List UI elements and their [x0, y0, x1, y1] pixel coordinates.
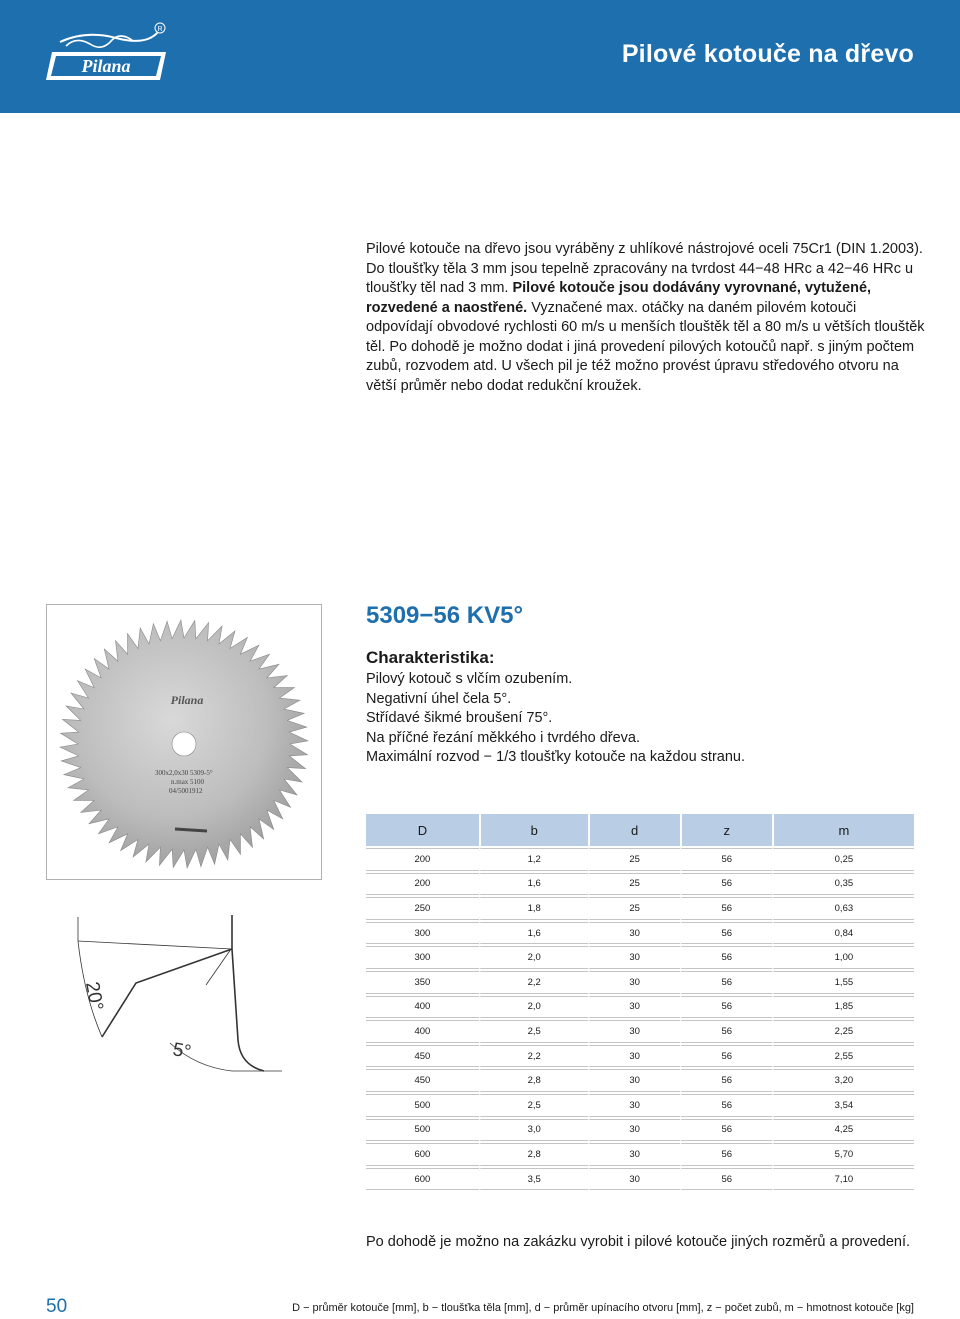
table-cell: 30 [588, 1168, 680, 1191]
table-cell: 30 [588, 1094, 680, 1117]
table-cell: 7,10 [772, 1168, 914, 1191]
table-cell: 56 [680, 1143, 772, 1166]
page-title: Pilové kotouče na dřevo [621, 40, 914, 68]
table-cell: 2,25 [772, 1020, 914, 1043]
characteristic-item: Střídavé šikmé broušení 75°. [366, 710, 553, 726]
saw-blade-photo [46, 604, 322, 880]
table-cell: 25 [588, 873, 680, 896]
page-number: 50 [46, 1296, 68, 1317]
table-cell: 2,5 [479, 1020, 588, 1043]
table-cell: 300 [366, 946, 479, 969]
table-row [366, 946, 914, 969]
table-cell: 200 [366, 848, 479, 871]
table-cell: 56 [680, 946, 772, 969]
table-cell: 1,85 [772, 996, 914, 1019]
table-cell: 56 [680, 1069, 772, 1092]
table-cell: 2,0 [479, 946, 588, 969]
table-row [366, 922, 914, 945]
blade-logo: Pilana [170, 693, 204, 707]
table-cell: 30 [588, 1069, 680, 1092]
table-cell: 3,5 [479, 1168, 588, 1191]
table-row [366, 1119, 914, 1142]
angle-20-label: 20° [81, 980, 107, 1013]
blade-etch-1: 300x2,0x30 5309-5° [155, 769, 213, 777]
table-cell: 1,00 [772, 946, 914, 969]
table-cell: 30 [588, 922, 680, 945]
table-cell: 1,6 [479, 922, 588, 945]
table-cell: 30 [588, 1045, 680, 1068]
table-cell: 56 [680, 1168, 772, 1191]
table-cell: 1,6 [479, 873, 588, 896]
table-cell: 56 [680, 848, 772, 871]
table-cell: 56 [680, 897, 772, 920]
table-cell: 2,8 [479, 1069, 588, 1092]
table-cell: 1,55 [772, 971, 914, 994]
tooth-geometry-diagram [46, 905, 306, 1085]
table-cell: 250 [366, 897, 479, 920]
column-header-D: D [366, 814, 479, 846]
table-cell: 56 [680, 873, 772, 896]
table-row [366, 996, 914, 1019]
table-row [366, 1168, 914, 1191]
table-cell: 30 [588, 1119, 680, 1142]
pilana-logo [46, 22, 176, 84]
table-cell: 4,25 [772, 1119, 914, 1142]
table-cell: 2,8 [479, 1143, 588, 1166]
intro-text-bold: Pilové kotouče jsou dodávány vyrovnané, vytužené, rozvedené a naostřené. [366, 280, 872, 316]
table-cell: 1,8 [479, 897, 588, 920]
table-cell: 450 [366, 1045, 479, 1068]
table-cell: 56 [680, 996, 772, 1019]
characteristic-item: Negativní úhel čela 5°. [366, 690, 512, 707]
dimensions-table [366, 812, 914, 1192]
table-cell: 56 [680, 1020, 772, 1043]
table-row [366, 1020, 914, 1043]
characteristic-item: Maximální rozvod − 1/3 tloušťky kotouče na každou stranu. [366, 749, 746, 765]
table-cell: 30 [588, 971, 680, 994]
characteristics-heading: Charakteristika: [366, 648, 495, 667]
table-cell: 500 [366, 1094, 479, 1117]
table-row [366, 1143, 914, 1166]
intro-text-2: Vyznačené max. otáčky na daném pilovém kotouči odpovídají obvodové rychlosti 60 m/s u menších tlouštěk těl a 80 m/s u větších tlouštěk těl. Po dohodě je možno dodat i jiná provedení pilových kotoučů např. s jiným počtem zubů, rozvodem atd. U všech pil je též možno provést úpravu středového otvoru na větší průměr nebo dodat redukční kroužek. [366, 299, 925, 394]
table-cell: 200 [366, 873, 479, 896]
table-cell: 600 [366, 1143, 479, 1166]
table-legend: D − průměr kotouče [mm], b − tloušťka těla [mm], d − průměr upínacího otvoru [mm], z − počet zubů, m − hmotnost kotouče [kg] [292, 1302, 914, 1314]
table-cell: 400 [366, 1020, 479, 1043]
table-row [366, 1045, 914, 1068]
characteristics-list [366, 670, 745, 768]
table-cell: 0,35 [772, 873, 914, 896]
table-cell: 0,25 [772, 848, 914, 871]
table-cell: 2,2 [479, 971, 588, 994]
blade-etch-3: 04/5001912 [169, 787, 203, 795]
column-header-b: b [479, 814, 588, 846]
table-cell: 3,0 [479, 1119, 588, 1142]
table-cell: 400 [366, 996, 479, 1019]
table-cell: 56 [680, 1119, 772, 1142]
table-cell: 450 [366, 1069, 479, 1092]
column-header-z: z [680, 814, 772, 846]
table-row [366, 897, 914, 920]
characteristic-item: Pilový kotouč s vlčím ozubením. [366, 671, 573, 687]
registered-mark: R [157, 26, 163, 33]
table-row [366, 873, 914, 896]
page-header [0, 0, 960, 113]
table-cell: 30 [588, 996, 680, 1019]
table-header-row [366, 814, 914, 846]
blade-arrow-mark [175, 829, 207, 831]
table-cell: 25 [588, 848, 680, 871]
table-cell: 1,2 [479, 848, 588, 871]
table-cell: 3,20 [772, 1069, 914, 1092]
custom-order-note: Po dohodě je možno na zakázku vyrobit i pilové kotouče jiných rozměrů a provedení. [366, 1234, 911, 1250]
table-cell: 350 [366, 971, 479, 994]
table-cell: 5,70 [772, 1143, 914, 1166]
table-cell: 56 [680, 1094, 772, 1117]
table-cell: 2,55 [772, 1045, 914, 1068]
angle-5-label: 5° [171, 1039, 193, 1064]
table-cell: 30 [588, 946, 680, 969]
table-cell: 56 [680, 1045, 772, 1068]
table-cell: 0,63 [772, 897, 914, 920]
table-body [366, 848, 914, 1190]
intro-text-1: Pilové kotouče na dřevo jsou vyráběny z uhlíkové nástrojové oceli 75Cr1 (DIN 1.2003). Do tloušťky těla 3 mm jsou tepelně zpracovány na tvrdost 44−48 HRc a 42−46 HRc u tloušťky těl nad 3 mm. [366, 241, 923, 296]
product-code: 5309−56 KV5° [366, 602, 524, 629]
table-cell: 25 [588, 897, 680, 920]
characteristic-item: Na příčné řezání měkkého i tvrdého dřeva. [366, 729, 641, 746]
table-cell: 3,54 [772, 1094, 914, 1117]
table-cell: 30 [588, 1020, 680, 1043]
saw-blade-image [47, 605, 321, 879]
table-cell: 300 [366, 922, 479, 945]
table-cell: 0,84 [772, 922, 914, 945]
table-row [366, 971, 914, 994]
intro-paragraph [366, 240, 926, 396]
table-row [366, 1069, 914, 1092]
blade-etch-2: n.max 5100 [171, 778, 205, 786]
logo-text: Pilana [81, 56, 131, 76]
table-cell: 56 [680, 922, 772, 945]
table-cell: 600 [366, 1168, 479, 1191]
table-row [366, 1094, 914, 1117]
table-cell: 56 [680, 971, 772, 994]
table-row [366, 848, 914, 871]
table-cell: 2,0 [479, 996, 588, 1019]
table-cell: 500 [366, 1119, 479, 1142]
table-cell: 30 [588, 1143, 680, 1166]
column-header-m: m [772, 814, 914, 846]
table-cell: 2,2 [479, 1045, 588, 1068]
table-cell: 2,5 [479, 1094, 588, 1117]
column-header-d: d [588, 814, 680, 846]
